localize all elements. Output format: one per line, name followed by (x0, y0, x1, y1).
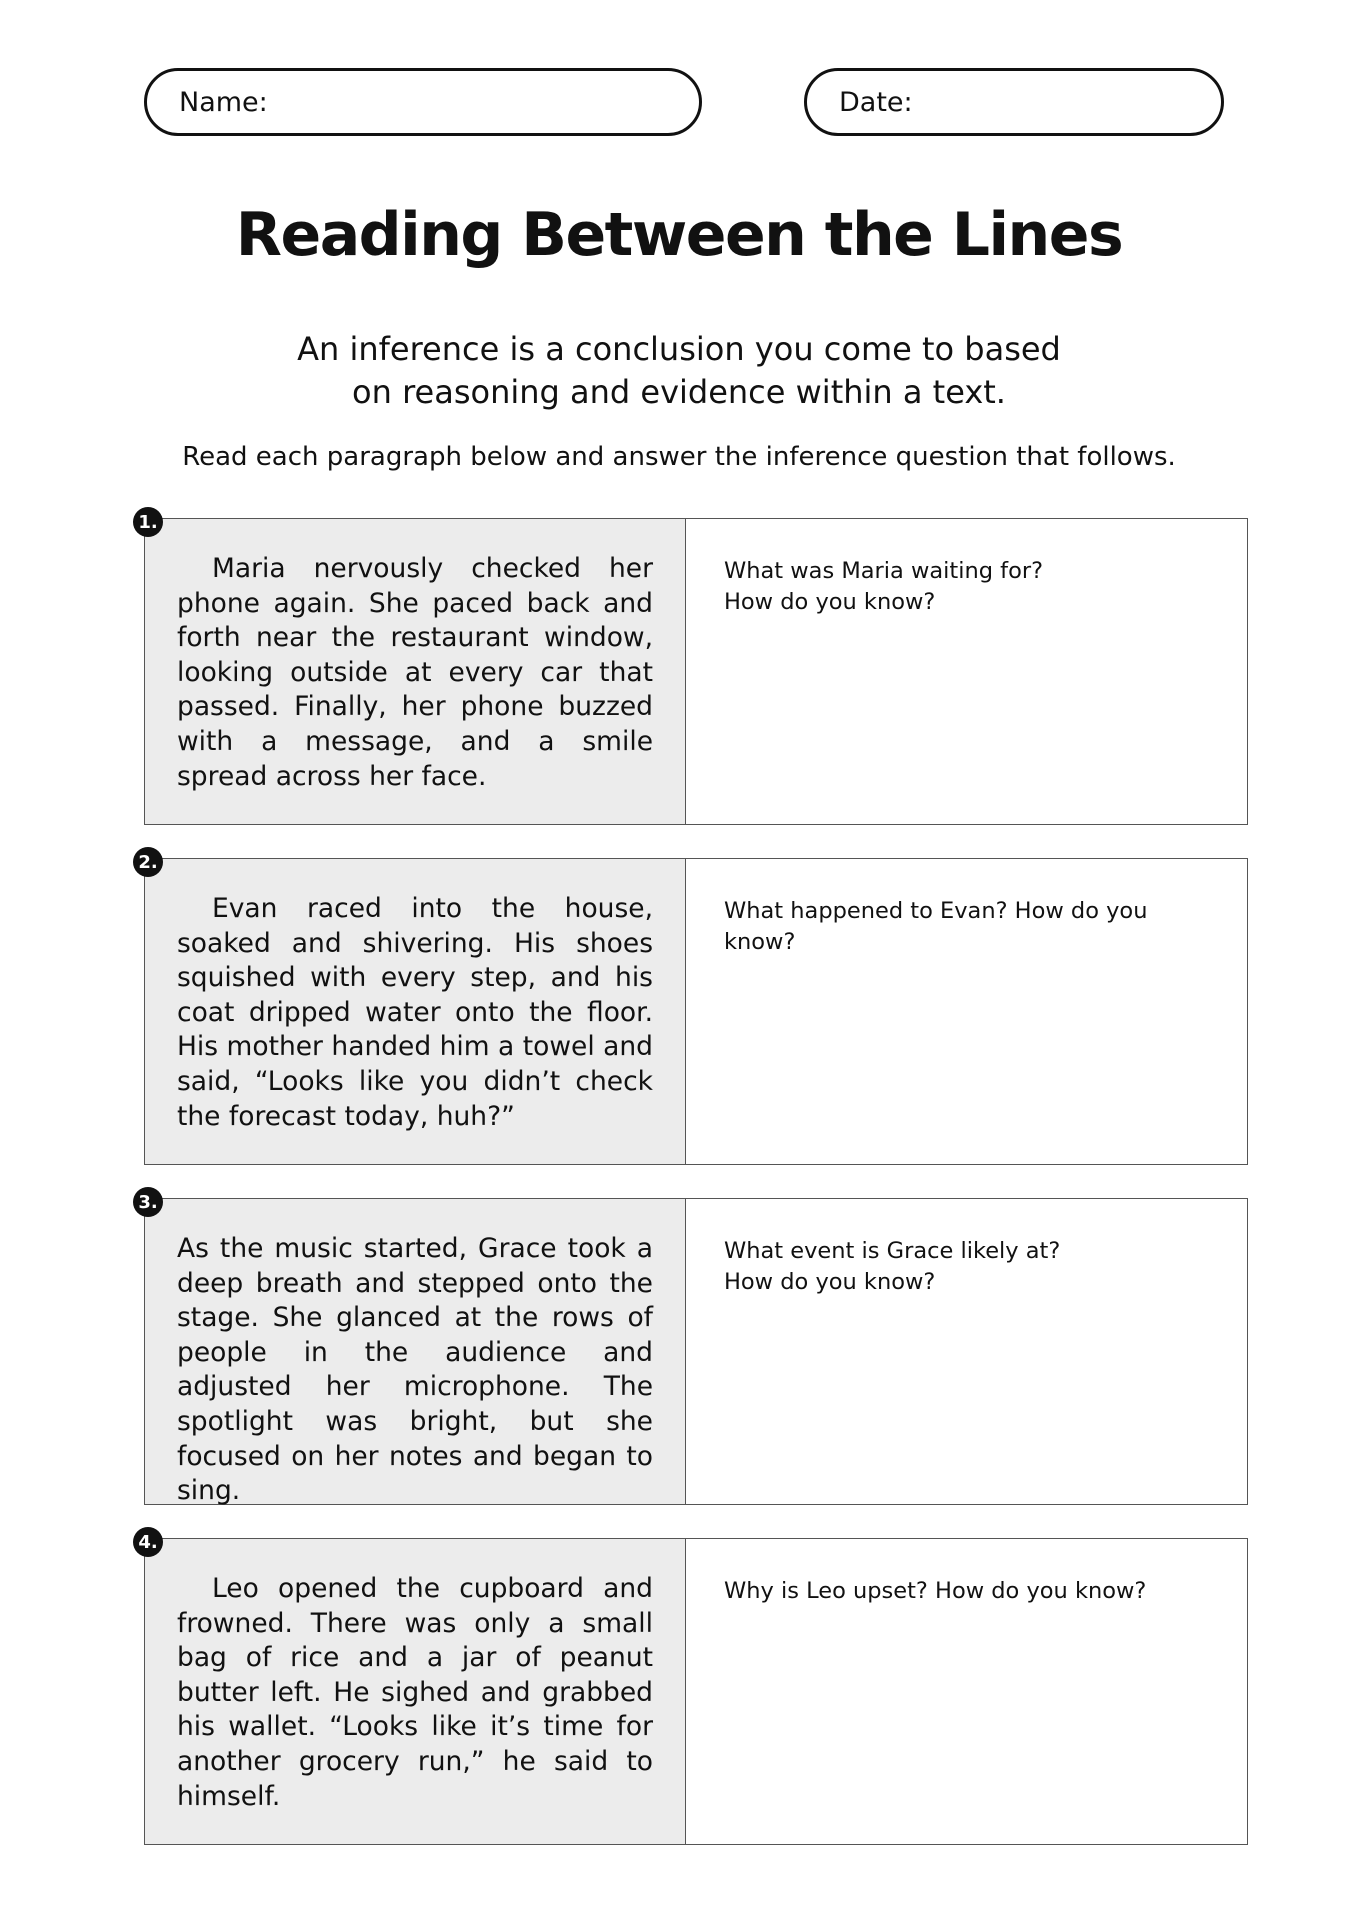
answer-box[interactable] (686, 1199, 1247, 1504)
answer-box[interactable] (686, 859, 1247, 1164)
question-line-2: How do you know? (724, 1269, 936, 1295)
passage-text: Maria nervously checked her phone again. She paced back and forth near the restaurant window, looking outside at every car that passed. Finally, her phone buzzed with a message, and a smile spread across her face. (177, 553, 653, 792)
answer-box[interactable] (686, 519, 1247, 824)
inference-item-2 (138, 851, 1248, 1165)
inference-item-1 (138, 511, 1248, 825)
passage-text: Evan raced into the house, soaked and shivering. His shoes squished with every step, and his coat dripped water onto the floor. His mother handed him a towel and said, “Looks like you didn’t check the forecast today, huh?” (177, 893, 653, 1132)
inference-item-4 (138, 1531, 1248, 1845)
question-line-1: Why is Leo upset? How do you know? (724, 1578, 1147, 1604)
question-line-2: How do you know? (724, 589, 936, 615)
passage-box (145, 1199, 686, 1507)
question-line-1: What event is Grace likely at? (724, 1238, 1061, 1264)
passage-box (145, 1539, 686, 1844)
date-field[interactable] (804, 68, 1224, 136)
name-label: Name: (179, 86, 268, 118)
item-number-badge: 1. (133, 507, 163, 537)
instructions: Read each paragraph below and answer the inference question that follows. (182, 442, 1176, 472)
item-number-badge: 2. (133, 847, 163, 877)
inference-definition (229, 328, 1129, 414)
question-line-1: What was Maria waiting for? (724, 558, 1044, 584)
name-field[interactable] (144, 68, 702, 136)
date-label: Date: (839, 86, 913, 118)
inference-item-3 (138, 1191, 1248, 1507)
answer-box[interactable] (686, 1539, 1247, 1844)
worksheet-title: Reading Between the Lines (235, 200, 1123, 270)
passage-box (145, 519, 686, 824)
passage-text: As the music started, Grace took a deep breath and stepped onto the stage. She glanced at the rows of people in the audience and adjusted her microphone. The spotlight was bright, but she focused on her notes and began to sing. (177, 1233, 653, 1507)
passage-box (145, 859, 686, 1164)
question-line-1: What happened to Evan? How do you know? (724, 898, 1148, 955)
item-number-badge: 4. (133, 1527, 163, 1557)
passage-text: Leo opened the cupboard and frowned. There was only a small bag of rice and a jar of peanut butter left. He sighed and grabbed his wallet. “Looks like it’s time for another grocery run,” he said to himself. (177, 1573, 653, 1812)
item-number-badge: 3. (133, 1187, 163, 1217)
definition-line-1: An inference is a conclusion you come to based (297, 330, 1061, 368)
definition-line-2: on reasoning and evidence within a text. (352, 373, 1006, 411)
